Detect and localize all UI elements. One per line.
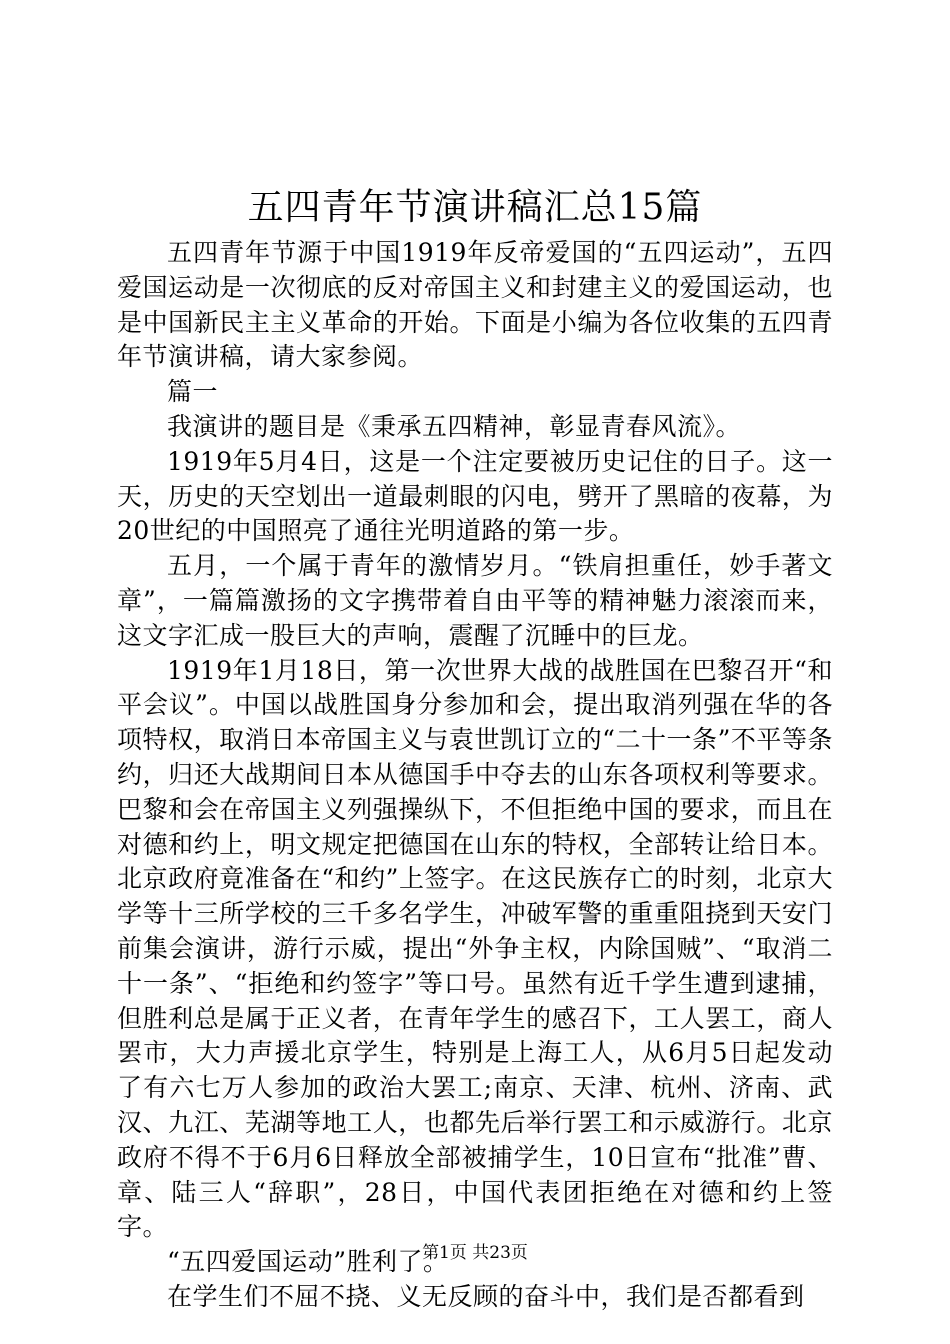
paragraph-may-youth: 五月，一个属于青年的激情岁月。“铁肩担重任，妙手著文章”，一篇篇激扬的文字携带着自由平等的精神魅力滚滚而来，这文字汇成一股巨大的声响，震醒了沉睡中的巨龙。: [117, 551, 833, 650]
paragraph-movement-victory: “五四爱国运动”胜利了。: [167, 1247, 449, 1277]
paragraph-section-heading: 篇一: [167, 377, 219, 407]
document-body: [117, 236, 833, 1315]
paragraph-may-fourth-date: 1919年5月4日，这是一个注定要被历史记住的日子。这一天，历史的天空划出一道最刺眼的闪电，劈开了黑暗的夜幕，为20世纪的中国照亮了通往光明道路的第一步。: [117, 446, 833, 546]
paragraph-paris-peace-conference: 1919年1月18日，第一次世界大战的战胜国在巴黎召开“和平会议”。中国以战胜国身分参加和会，提出取消列强在华的各项特权，取消日本帝国主义与袁世凯订立的“二十一条”不平等条约，归还大战期间日本从德国手中夺去的山东各项权利等要求。巴黎和会在帝国主义列强操纵下，不但拒绝中国的要求，而且在对德和约上，明文规定把德国在山东的特权，全部转让给日本。北京政府竟准备在“和约”上签字。在这民族存亡的时刻，北京大学等十三所学校的三千多名学生，冲破军警的重重阻挠到天安门前集会演讲，游行示威，提出“外争主权，内除国贼”、“取消二十一条”、“拒绝和约签字”等口号。虽然有近千学生遭到逮捕，但胜利总是属于正义者，在青年学生的感召下，工人罢工，商人罢市，大力声援北京学生，特别是上海工人，从6月5日起发动了有六七万人参加的政治大罢工;南京、天津、杭州、济南、武汉、九江、芜湖等地工人，也都先后举行罢工和示威游行。北京政府不得不于6月6日释放全部被捕学生，10日宣布“批准”曹、章、陆三人“辞职”，28日，中国代表团拒绝在对德和约上签字。: [117, 655, 833, 1242]
paragraph-students-struggle: 在学生们不屈不挠、义无反顾的奋斗中，我们是否都看到: [167, 1281, 805, 1311]
page-number-footer: 第1页 共23页: [422, 1243, 528, 1263]
paragraph-intro: 五四青年节源于中国1919年反帝爱国的“五四运动”，五四爱国运动是一次彻底的反对帝国主义和封建主义的爱国运动，也是中国新民主主义革命的开始。下面是小编为各位收集的五四青年节演讲稿，请大家参阅。: [117, 238, 833, 372]
paragraph-speech-topic: 我演讲的题目是《秉承五四精神，彰显青春风流》。: [167, 411, 742, 441]
document-title: 五四青年节演讲稿汇总15篇: [247, 187, 703, 228]
